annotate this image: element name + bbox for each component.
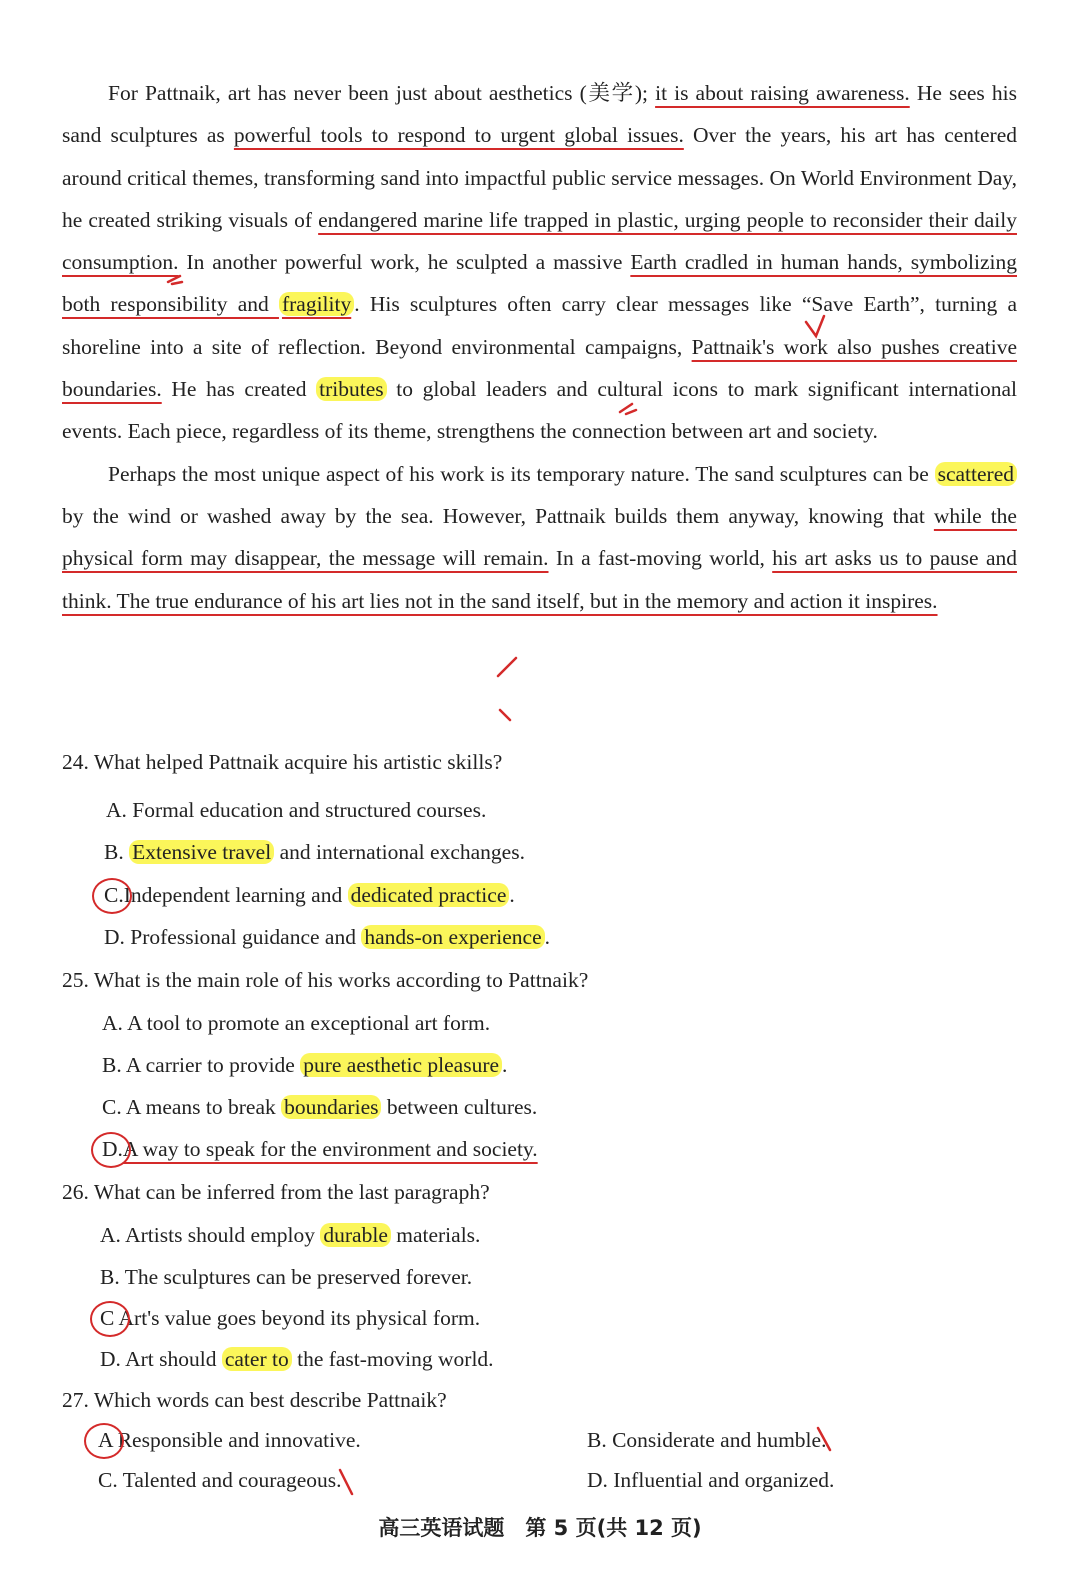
option-a[interactable]: A. Formal education and structured courses. xyxy=(106,798,487,822)
underlined-text: his art asks us to pause and think. The true endurance of his art lies not in the sand itself, but in the memory and action it inspires. xyxy=(62,546,1017,613)
page-footer: 高三英语试题 第 5 页(共 12 页) xyxy=(378,1516,702,1540)
passage-text: . His sculptures often carry clear messages like “Save Earth”, turning a shoreline into a site of reflection. Beyond environmental campaigns, xyxy=(62,292,1017,359)
reading-passage xyxy=(62,72,1017,622)
option-text: D. Professional guidance and xyxy=(104,925,362,949)
passage-text: by the wind or washed away by the sea. However, Pattnaik builds them anyway, knowing that xyxy=(62,503,934,528)
option-label: C xyxy=(100,1306,115,1330)
question-stem: 24. What helped Pattnaik acquire his artistic skills? xyxy=(62,750,503,774)
option-b[interactable]: B. Considerate and humble. xyxy=(587,1428,827,1452)
passage-text: In a fast-moving world, xyxy=(548,546,773,571)
option-c[interactable] xyxy=(100,1306,480,1331)
option-text: Responsible and innovative. xyxy=(112,1428,361,1452)
option-text: B. A carrier to provide xyxy=(102,1053,301,1077)
underlined-text: it is about raising awareness. xyxy=(655,81,910,105)
underlined-text: endangered marine life trapped in plastic, urging people to reconsider their daily consumption. xyxy=(62,207,1017,275)
option-text: A way to speak for the environment and society. xyxy=(122,1137,538,1161)
option-text: D. Art should xyxy=(100,1347,222,1371)
option-text: . xyxy=(502,1053,508,1077)
option-b[interactable]: B. The sculptures can be preserved forever. xyxy=(100,1265,473,1289)
passage-text: He sees his sand sculptures as xyxy=(62,81,1017,148)
underlined-text: Pattnaik's work also pushes creative boundaries. xyxy=(62,334,1017,402)
option-d[interactable] xyxy=(102,1137,538,1162)
option-text: and international exchanges. xyxy=(274,840,525,864)
option-a[interactable] xyxy=(98,1428,361,1453)
option-a[interactable] xyxy=(100,1223,480,1248)
option-text: Art's value goes beyond its physical form. xyxy=(114,1306,481,1330)
passage-text: In another powerful work, he sculpted a massive xyxy=(178,250,631,275)
option-b[interactable] xyxy=(104,840,525,865)
option-c[interactable]: C. Talented and courageous. xyxy=(98,1468,342,1492)
question-stem: 25. What is the main role of his works according to Pattnaik? xyxy=(62,968,589,992)
option-text: . xyxy=(544,925,551,949)
underlined-text: while the physical form may disappear, the message will remain. xyxy=(62,503,1017,571)
option-text: materials. xyxy=(390,1223,481,1247)
option-c[interactable] xyxy=(102,1095,537,1120)
highlighted-word: scattered xyxy=(935,462,1017,486)
highlighted-word: cater to xyxy=(222,1347,292,1371)
answer-circle xyxy=(91,1132,131,1168)
highlighted-word: boundaries xyxy=(281,1095,381,1119)
highlighted-word: fragility xyxy=(279,292,354,316)
option-c[interactable] xyxy=(104,883,515,908)
option-text: C. A means to break xyxy=(102,1095,282,1119)
option-label: B. xyxy=(104,840,130,864)
option-text: . xyxy=(509,883,515,907)
passage-text: to global leaders and cultural icons to mark significant international events. Each piece, regardless of its theme, strengthens the connection between art and society. xyxy=(62,377,1017,444)
answer-circle xyxy=(92,878,132,914)
option-b[interactable] xyxy=(102,1053,507,1078)
highlighted-word: dedicated practice xyxy=(348,883,510,907)
passage-text: Perhaps the most unique aspect of his work is its temporary nature. The sand sculptures can be xyxy=(108,461,935,486)
highlighted-word: pure aesthetic pleasure xyxy=(300,1053,502,1077)
answer-circle xyxy=(90,1301,130,1337)
underlined-text: Earth cradled in human hands, symbolizing both responsibility and xyxy=(62,250,1017,317)
pen-mark-26 xyxy=(498,658,516,720)
option-text: the fast-moving world. xyxy=(291,1347,494,1371)
passage-text: Over the years, his art has centered around critical themes, transforming sand into impactful public service messages. On World Environment Day, he created striking visuals of xyxy=(62,123,1017,232)
option-d[interactable]: D. Influential and organized. xyxy=(587,1468,835,1492)
option-d[interactable] xyxy=(104,925,550,950)
question-stem: 26. What can be inferred from the last paragraph? xyxy=(62,1180,490,1204)
passage-text: He has created xyxy=(161,377,317,402)
passage-text: For Pattnaik, art has never been just about aesthetics (美学); xyxy=(108,81,656,105)
underlined-text: powerful tools to respond to urgent global issues. xyxy=(233,123,684,148)
paragraph-1 xyxy=(62,72,1017,453)
option-text: between cultures. xyxy=(381,1095,538,1119)
highlighted-word: Extensive travel xyxy=(129,840,274,864)
highlighted-word: hands-on experience xyxy=(361,925,544,949)
option-label: C. xyxy=(104,883,124,907)
strike-mark xyxy=(340,1470,352,1494)
option-text: Independent learning and xyxy=(123,883,348,907)
question-stem: 27. Which words can best describe Pattnaik? xyxy=(62,1388,447,1412)
option-text: A. Artists should employ xyxy=(100,1223,321,1247)
highlighted-word: durable xyxy=(320,1223,390,1247)
option-label: D. xyxy=(102,1137,123,1161)
option-d[interactable] xyxy=(100,1347,494,1372)
option-a[interactable]: A. A tool to promote an exceptional art form. xyxy=(102,1011,491,1035)
paragraph-2 xyxy=(62,453,1017,622)
highlighted-word: tributes xyxy=(316,377,387,401)
answer-circle xyxy=(84,1423,124,1459)
option-label: A xyxy=(98,1428,113,1452)
